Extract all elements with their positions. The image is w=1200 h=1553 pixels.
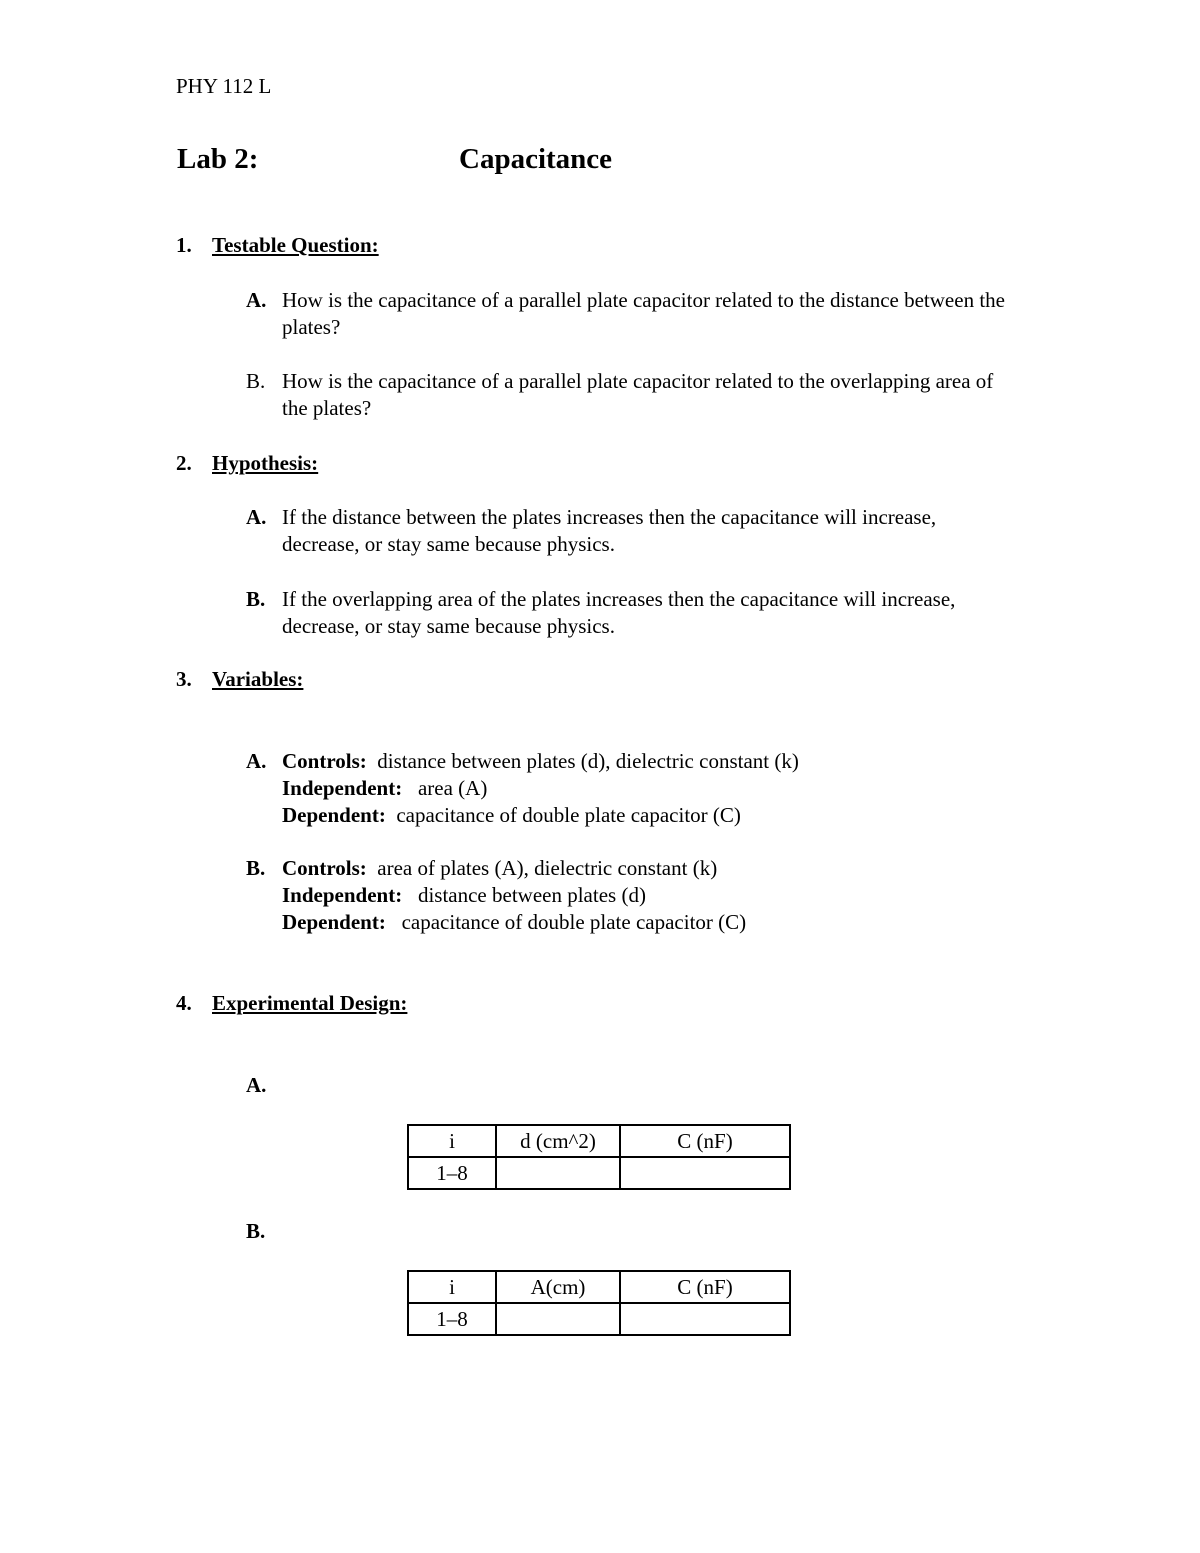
lab-title: Capacitance bbox=[459, 143, 613, 175]
dependent-label: Dependent: bbox=[282, 910, 386, 934]
design-b-letter: B. bbox=[246, 1219, 266, 1243]
controls-line bbox=[282, 855, 717, 882]
table-row bbox=[408, 1157, 790, 1189]
cell-c bbox=[620, 1303, 790, 1335]
item-text-line1: If the overlapping area of the plates increases then the capacitance will increase, bbox=[282, 587, 956, 611]
item-letter: B. bbox=[246, 369, 266, 393]
item-letter: A. bbox=[246, 288, 267, 312]
dependent-label: Dependent: bbox=[282, 803, 386, 827]
header-cell-c: C (nF) bbox=[620, 1271, 790, 1303]
cell-d bbox=[496, 1157, 620, 1189]
item-letter: B. bbox=[246, 856, 266, 880]
table-row bbox=[408, 1303, 790, 1335]
controls-line bbox=[282, 748, 799, 775]
section-number: 2. bbox=[176, 451, 192, 475]
header-cell-i: i bbox=[408, 1125, 496, 1157]
header-cell-d: d (cm^2) bbox=[496, 1125, 620, 1157]
item-text-line2: the plates? bbox=[282, 396, 372, 420]
controls-value: area of plates (A), dielectric constant (k) bbox=[377, 856, 718, 880]
item-letter: A. bbox=[246, 749, 267, 773]
table-header-row bbox=[408, 1271, 790, 1303]
item-text-line1: If the distance between the plates increases then the capacitance will increase, bbox=[282, 505, 937, 529]
section-heading: Testable Question: bbox=[212, 233, 379, 257]
section-heading: Variables: bbox=[212, 667, 304, 691]
independent-value: distance between plates (d) bbox=[417, 883, 646, 907]
item-letter: B. bbox=[246, 587, 266, 611]
header-cell-c: C (nF) bbox=[620, 1125, 790, 1157]
controls-value: distance between plates (d), dielectric constant (k) bbox=[377, 749, 799, 773]
lab-label: Lab 2: bbox=[177, 143, 259, 175]
cell-i: 1–8 bbox=[408, 1157, 496, 1189]
independent-line bbox=[282, 882, 646, 909]
item-text-line1: How is the capacitance of a parallel plate capacitor related to the overlapping area of bbox=[282, 369, 994, 393]
cell-a bbox=[496, 1303, 620, 1335]
dependent-line bbox=[282, 802, 741, 829]
independent-line bbox=[282, 775, 487, 802]
course-code: PHY 112 L bbox=[176, 74, 272, 98]
controls-label: Controls: bbox=[282, 749, 367, 773]
data-table-a bbox=[407, 1124, 791, 1190]
section-heading: Hypothesis: bbox=[212, 451, 319, 475]
independent-label: Independent: bbox=[282, 883, 403, 907]
section-number: 1. bbox=[176, 233, 192, 257]
table-header-row bbox=[408, 1125, 790, 1157]
item-text-line2: plates? bbox=[282, 315, 341, 339]
item-text-line2: decrease, or stay same because physics. bbox=[282, 532, 615, 556]
item-letter: A. bbox=[246, 505, 267, 529]
data-table-b bbox=[407, 1270, 791, 1336]
header-cell-a: A(cm) bbox=[496, 1271, 620, 1303]
cell-c bbox=[620, 1157, 790, 1189]
independent-label: Independent: bbox=[282, 776, 403, 800]
design-a-letter: A. bbox=[246, 1073, 267, 1097]
dependent-line bbox=[282, 909, 746, 936]
section-number: 3. bbox=[176, 667, 192, 691]
item-text-line1: How is the capacitance of a parallel plate capacitor related to the distance between the bbox=[282, 288, 1005, 312]
independent-value: area (A) bbox=[417, 776, 488, 800]
cell-i: 1–8 bbox=[408, 1303, 496, 1335]
section-heading: Experimental Design: bbox=[212, 991, 408, 1015]
section-number: 4. bbox=[176, 991, 192, 1015]
dependent-value: capacitance of double plate capacitor (C) bbox=[401, 910, 747, 934]
controls-label: Controls: bbox=[282, 856, 367, 880]
item-text-line2: decrease, or stay same because physics. bbox=[282, 614, 615, 638]
header-cell-i: i bbox=[408, 1271, 496, 1303]
dependent-value: capacitance of double plate capacitor (C) bbox=[396, 803, 741, 827]
